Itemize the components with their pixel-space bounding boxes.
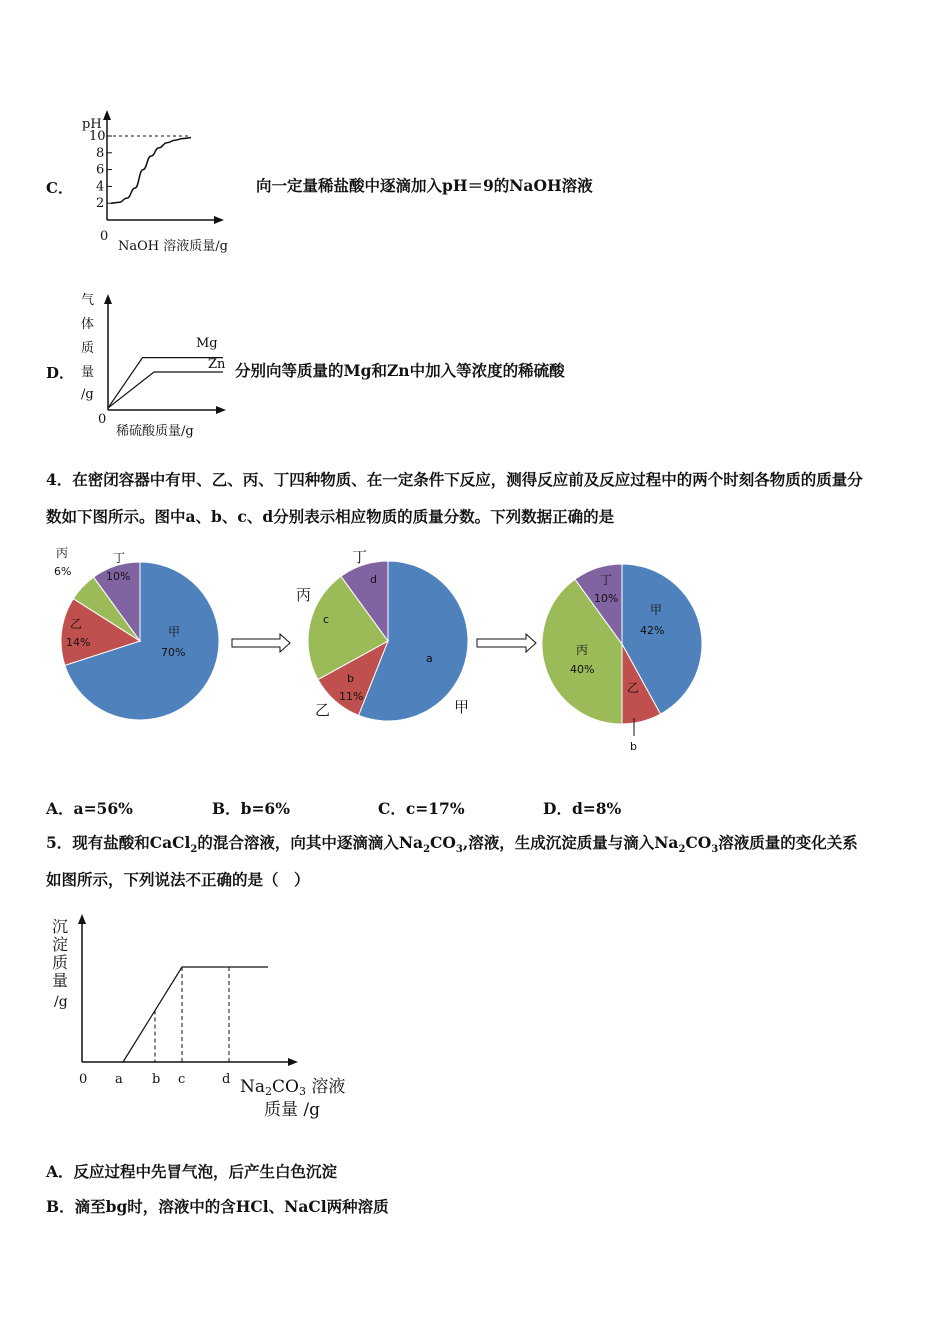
option-c-letter: C． bbox=[46, 179, 73, 197]
d-ylabel-char-4: /g bbox=[81, 387, 94, 402]
q4-option-d: D．d=8% bbox=[543, 799, 622, 818]
mg-label: Mg bbox=[196, 336, 218, 351]
q4-line1: 4．在密闭容器中有甲、乙、丙、丁四种物质、在一定条件下反应，测得反应前及反应过程中的两个时刻各物质的质量分 bbox=[46, 470, 863, 489]
q4-option-b: B．b=6% bbox=[212, 799, 290, 818]
q5-ylabel-char-2: 质 bbox=[52, 953, 69, 972]
q5-line1: 5．现有盐酸和CaCl$_2$的混合溶液，向其中逐滴滴入$Na_2CO_3$,溶液，生成沉淀质量与滴入$Na_2CO_3$溶液质量的变化关系 bbox=[46, 833, 858, 856]
mg-line bbox=[108, 358, 223, 408]
ph-tick-label: 10 bbox=[89, 129, 106, 144]
pie1-jia-pct: 70% bbox=[161, 646, 186, 659]
q5-xlabel: Na2CO3 溶液 bbox=[240, 1077, 346, 1098]
pie2-b-pct: 11% bbox=[339, 690, 364, 703]
pie3-bing-name: 丙 bbox=[576, 643, 589, 657]
q5-xtick-c: c bbox=[178, 1072, 186, 1087]
option-d-letter: D． bbox=[46, 364, 75, 382]
pie3-b-label: b bbox=[630, 740, 637, 753]
q5-ylabel-char-1: 淀 bbox=[52, 935, 69, 954]
ph-tick-label: 8 bbox=[96, 145, 105, 161]
d-origin-label: 0 bbox=[98, 412, 107, 427]
pie1-ding-pct: 10% bbox=[106, 570, 131, 583]
pie1-ding-name: 丁 bbox=[113, 551, 126, 565]
d-ylabel-char-2: 质 bbox=[81, 341, 95, 356]
q4-option-c: C．c=17% bbox=[378, 799, 465, 818]
q5-ylabel-char-4: /g bbox=[54, 994, 68, 1010]
pie1-jia-name: 甲 bbox=[168, 625, 181, 639]
q5-option-a: A．反应过程中先冒气泡，后产生白色沉淀 bbox=[46, 1162, 338, 1181]
pie3-ding-name: 丁 bbox=[600, 573, 613, 587]
ph-tick-label: 2 bbox=[96, 196, 105, 212]
q5-ylabel-char-0: 沉 bbox=[52, 917, 69, 936]
option-c-chart bbox=[80, 108, 260, 258]
pie1-yi-name: 乙 bbox=[70, 617, 83, 631]
option-c-text: 向一定量稀盐酸中逐滴加入pH＝9的NaOH溶液 bbox=[256, 176, 593, 195]
q4-line2: 数如下图所示。图中a、b、c、d分别表示相应物质的质量分数。下列数据正确的是 bbox=[46, 507, 615, 526]
ph-tick-label: 4 bbox=[96, 179, 105, 195]
option-d-chart bbox=[78, 290, 238, 445]
pie1-yi-pct: 14% bbox=[66, 636, 91, 649]
q5-xtick-a: a bbox=[115, 1072, 123, 1087]
pie3-jia-name: 甲 bbox=[650, 603, 663, 617]
q5-xlabel-line2: 质量 /g bbox=[264, 1100, 321, 1120]
pie2-d-label: d bbox=[370, 573, 377, 586]
d-ylabel-char-1: 体 bbox=[81, 317, 95, 332]
q4-pie-charts bbox=[40, 540, 720, 760]
ph-curve bbox=[111, 138, 191, 204]
pie1-bing-pct: 6% bbox=[54, 565, 72, 578]
d-xlabel: 稀硫酸质量/g bbox=[116, 424, 194, 439]
q5-xtick-d: d bbox=[222, 1072, 231, 1087]
pie2-ding-name: 丁 bbox=[352, 548, 368, 566]
pie2-jia-name: 甲 bbox=[454, 698, 470, 716]
d-ylabel-char-0: 气 bbox=[81, 293, 95, 308]
q5-option-b: B．滴至bg时，溶液中的含HCl、NaCl两种溶质 bbox=[46, 1197, 389, 1216]
pie2-b-label: b bbox=[347, 672, 354, 685]
pie3-bing-pct: 40% bbox=[570, 663, 595, 676]
option-d-text: 分别向等质量的Mg和Zn中加入等浓度的稀硫酸 bbox=[235, 361, 565, 380]
d-ylabel-char-3: 量 bbox=[81, 365, 95, 380]
pie2-bing-name: 丙 bbox=[296, 586, 312, 604]
pie3-jia-pct: 42% bbox=[640, 624, 665, 637]
precipitate-line bbox=[123, 967, 268, 1062]
zn-label: Zn bbox=[208, 357, 226, 372]
arrow-1-icon bbox=[232, 634, 290, 652]
pie1-bing-name: 丙 bbox=[56, 546, 69, 560]
q5-xtick-0: 0 bbox=[79, 1072, 88, 1087]
pie3-yi-name: 乙 bbox=[627, 681, 640, 695]
q5-line2: 如图所示，下列说法不正确的是（ ） bbox=[46, 870, 310, 889]
zn-line bbox=[108, 372, 223, 408]
ph-axis-label: pH bbox=[82, 117, 102, 132]
naoh-axis-label: NaOH 溶液质量/g bbox=[118, 239, 228, 254]
pie2-c-label: c bbox=[323, 613, 330, 626]
q4-option-a: A．a=56% bbox=[46, 799, 133, 818]
pie2-yi-name: 乙 bbox=[315, 701, 331, 719]
q5-chart bbox=[50, 910, 370, 1125]
origin-label: 0 bbox=[100, 229, 109, 244]
q5-xtick-b: b bbox=[152, 1072, 161, 1087]
ph-tick-label: 6 bbox=[96, 162, 105, 178]
q5-ylabel-char-3: 量 bbox=[52, 971, 69, 990]
pie2-a-label: a bbox=[426, 652, 433, 665]
arrow-2-icon bbox=[477, 634, 536, 652]
pie3-ding-pct: 10% bbox=[594, 592, 619, 605]
